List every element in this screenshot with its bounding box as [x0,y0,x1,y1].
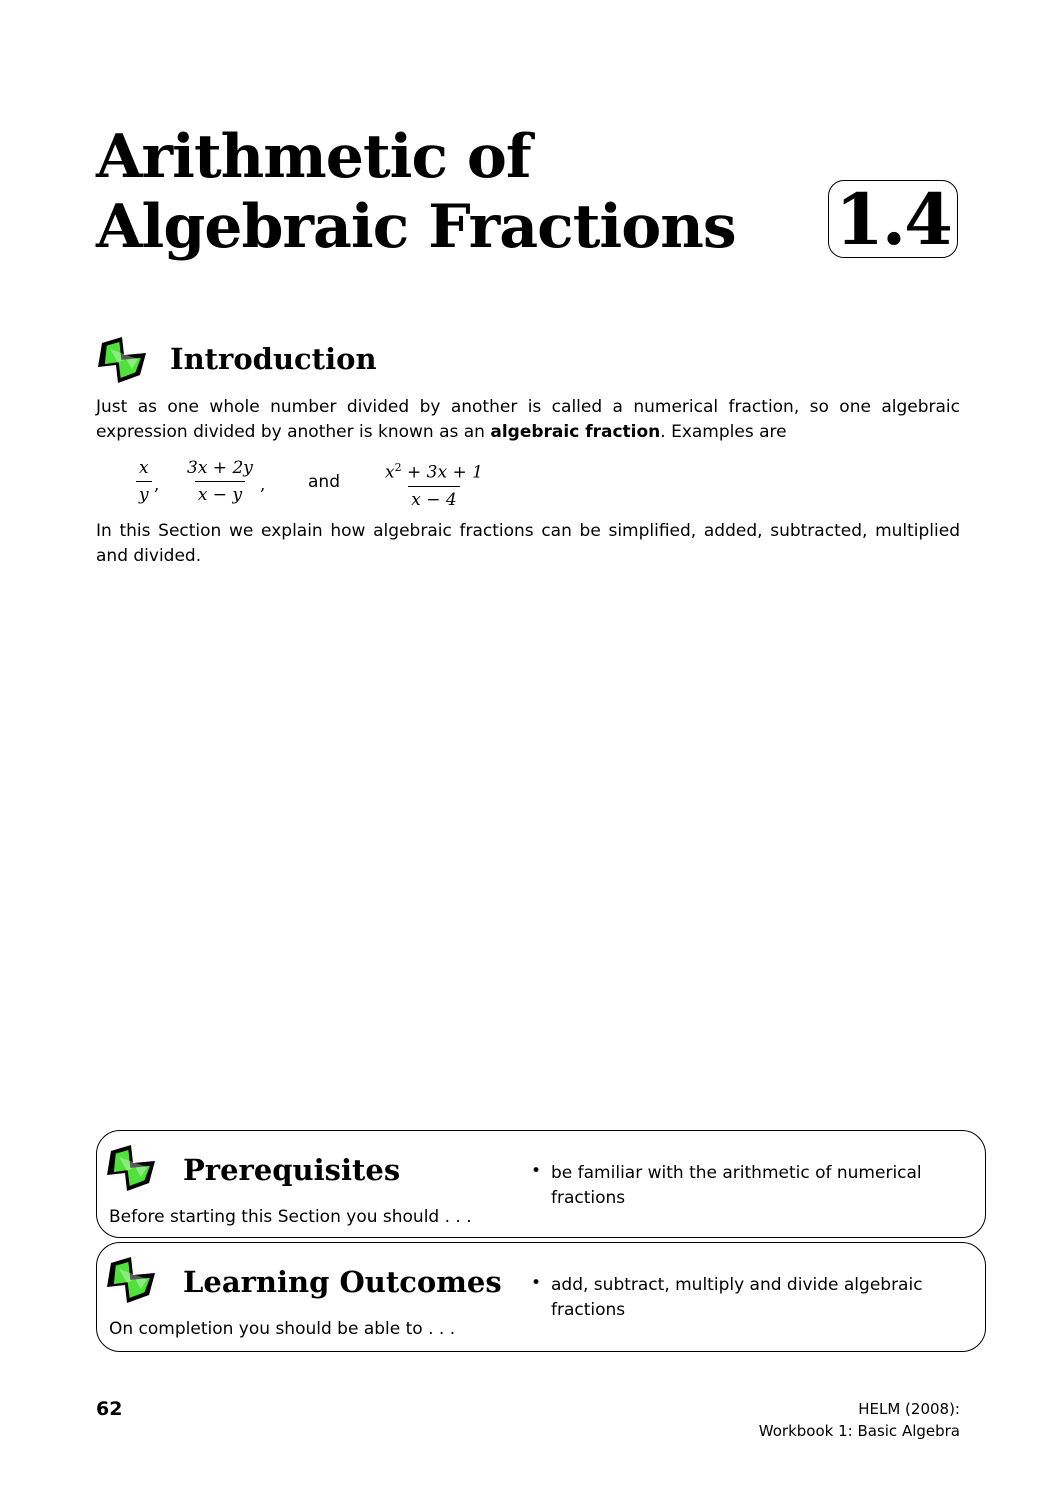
title-line-2: Algebraic Fractions [96,192,736,262]
footer-line-2: Workbook 1: Basic Algebra [758,1422,960,1440]
footer-line-1: HELM (2008): [858,1400,960,1418]
bullet-icon: • [531,1273,542,1293]
intro-text-1: Just as one whole number divided by another is called a numerical fraction, so one algebraic expression divided by another is known as an [96,397,960,442]
fraction-2-numerator: 3x + 2y [187,458,253,478]
fraction-example-3 [382,457,486,511]
green-arrow-icon [105,1141,161,1195]
intro-text-2: . Examples are [660,422,787,442]
learning-outcome-item: add, subtract, multiply and divide algebraic fractions [551,1275,923,1320]
fraction-1-numerator: x [139,458,149,478]
fraction-3-numerator [382,457,486,486]
fraction-example-2 [184,457,256,506]
footer-citation [759,1398,960,1442]
section-number-badge: 1.4 [828,180,958,258]
learning-outcomes-heading: Learning Outcomes [183,1265,502,1299]
title-line-1: Arithmetic of [96,122,531,192]
page-title [96,122,736,262]
fraction-example-1 [136,457,152,506]
prerequisites-subtext: Before starting this Section you should . . . [109,1207,472,1227]
bullet-icon: • [531,1161,542,1181]
prerequisites-box [96,1130,986,1238]
green-arrow-icon [105,1253,161,1307]
fraction-3-exponent: 2 [394,461,402,474]
and-word: and [308,472,340,492]
fraction-3-rest: + 3x + 1 [401,462,483,483]
green-arrow-icon [96,333,152,387]
page-number: 62 [96,1398,123,1420]
fraction-3-base: x [385,462,395,483]
introduction-heading: Introduction [170,342,377,376]
prerequisite-item: be familiar with the arithmetic of numerical fractions [551,1163,922,1208]
fraction-2-denominator: x − y [195,481,245,506]
fraction-examples [136,455,556,515]
section-description: In this Section we explain how algebraic fractions can be simplified, added, subtracted, multiplied and divided. [96,521,960,566]
learning-outcomes-subtext: On completion you should be able to . . . [109,1319,456,1339]
intro-term-bold: algebraic fraction [490,422,661,442]
learning-outcomes-box [96,1242,986,1352]
comma-1: , [154,475,160,495]
prerequisites-heading: Prerequisites [183,1153,401,1187]
intro-paragraph [96,395,960,445]
comma-2: , [260,475,266,495]
fraction-1-denominator: y [136,481,152,506]
fraction-3-denominator: x − 4 [408,486,459,511]
